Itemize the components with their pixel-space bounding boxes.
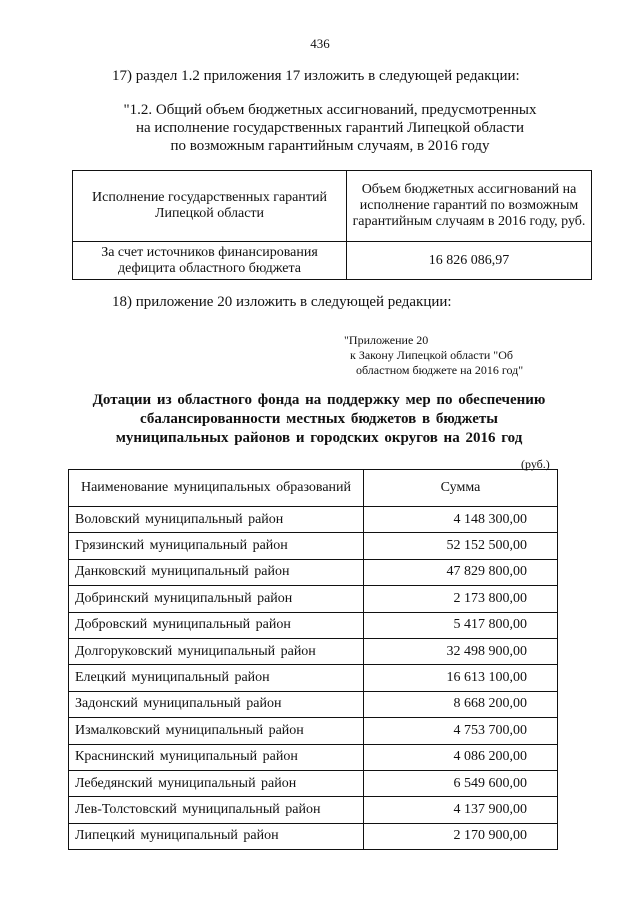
municipality-sum: 5 417 800,00	[364, 612, 558, 638]
table-row	[69, 533, 558, 559]
municipality-sum: 4 148 300,00	[364, 507, 558, 533]
guarantee-table-row	[73, 242, 592, 280]
municipality-name: Лебедянский муниципальный район	[69, 770, 364, 796]
guarantee-header-col2: Объем бюджетных ассигнований на исполнение гарантий по возможным гарантийным случаям в 2016 году, руб.	[347, 171, 592, 242]
heading-line: сбалансированности местных бюджетов в бюджеты	[140, 411, 498, 427]
table-row	[69, 507, 558, 533]
municipality-name: Лев-Толстовский муниципальный район	[69, 797, 364, 823]
table-row	[69, 770, 558, 796]
municipality-sum: 6 549 600,00	[364, 770, 558, 796]
municipality-sum: 4 753 700,00	[364, 718, 558, 744]
unit-label: (руб.)	[521, 457, 550, 471]
subsidy-table	[68, 469, 558, 850]
municipality-name: Елецкий муниципальный район	[69, 665, 364, 691]
item-18-text: 18) приложение 20 изложить в следующей редакции:	[112, 294, 452, 310]
header-sum: Сумма	[364, 470, 558, 507]
municipality-name: Измалковский муниципальный район	[69, 718, 364, 744]
table-row	[69, 744, 558, 770]
appendix-line: к Закону Липецкой области "Об	[350, 348, 513, 362]
municipality-sum: 2 173 800,00	[364, 586, 558, 612]
guarantee-header-col1: Исполнение государственных гарантий Липецкой области	[73, 171, 347, 242]
table-row	[69, 559, 558, 585]
municipality-sum: 16 613 100,00	[364, 665, 558, 691]
municipality-name: Воловский муниципальный район	[69, 507, 364, 533]
subsidy-table-header	[69, 470, 558, 507]
appendix-line: областном бюджете на 2016 год"	[356, 363, 524, 377]
appendix-reference	[344, 333, 523, 378]
municipality-sum: 52 152 500,00	[364, 533, 558, 559]
municipality-sum: 4 137 900,00	[364, 797, 558, 823]
guarantee-row-label: За счет источников финансирования дефицита областного бюджета	[73, 242, 347, 280]
heading-line: муниципальных районов и городских округов на 2016 год	[115, 430, 523, 446]
section-title	[110, 101, 550, 155]
table-row	[69, 823, 558, 849]
item-17-text: 17) раздел 1.2 приложения 17 изложить в следующей редакции:	[112, 68, 520, 84]
header-name: Наименование муниципальных образований	[69, 470, 364, 507]
municipality-name: Данковский муниципальный район	[69, 559, 364, 585]
municipality-name: Липецкий муниципальный район	[69, 823, 364, 849]
municipality-name: Грязинский муниципальный район	[69, 533, 364, 559]
guarantee-table	[72, 170, 592, 280]
table-row	[69, 665, 558, 691]
section-title-line: по возможным гарантийным случаям, в 2016 году	[170, 138, 490, 154]
section-title-line: "1.2. Общий объем бюджетных ассигнований, предусмотренных	[123, 102, 537, 118]
municipality-sum: 47 829 800,00	[364, 559, 558, 585]
document-heading	[74, 391, 564, 448]
municipality-name: Краснинский муниципальный район	[69, 744, 364, 770]
guarantee-row-value: 16 826 086,97	[347, 242, 592, 280]
guarantee-table-header	[73, 171, 592, 242]
page-number: 436	[310, 36, 330, 51]
municipality-sum: 4 086 200,00	[364, 744, 558, 770]
table-row	[69, 638, 558, 664]
appendix-line: "Приложение 20	[344, 333, 429, 347]
municipality-name: Добровский муниципальный район	[69, 612, 364, 638]
table-row	[69, 612, 558, 638]
table-row	[69, 718, 558, 744]
municipality-name: Добринский муниципальный район	[69, 586, 364, 612]
section-title-line: на исполнение государственных гарантий Липецкой области	[135, 120, 524, 136]
municipality-name: Долгоруковский муниципальный район	[69, 638, 364, 664]
table-row	[69, 691, 558, 717]
municipality-sum: 2 170 900,00	[364, 823, 558, 849]
table-row	[69, 586, 558, 612]
municipality-sum: 8 668 200,00	[364, 691, 558, 717]
municipality-name: Задонский муниципальный район	[69, 691, 364, 717]
heading-line: Дотации из областного фонда на поддержку мер по обеспечению	[92, 392, 546, 408]
municipality-sum: 32 498 900,00	[364, 638, 558, 664]
table-row	[69, 797, 558, 823]
